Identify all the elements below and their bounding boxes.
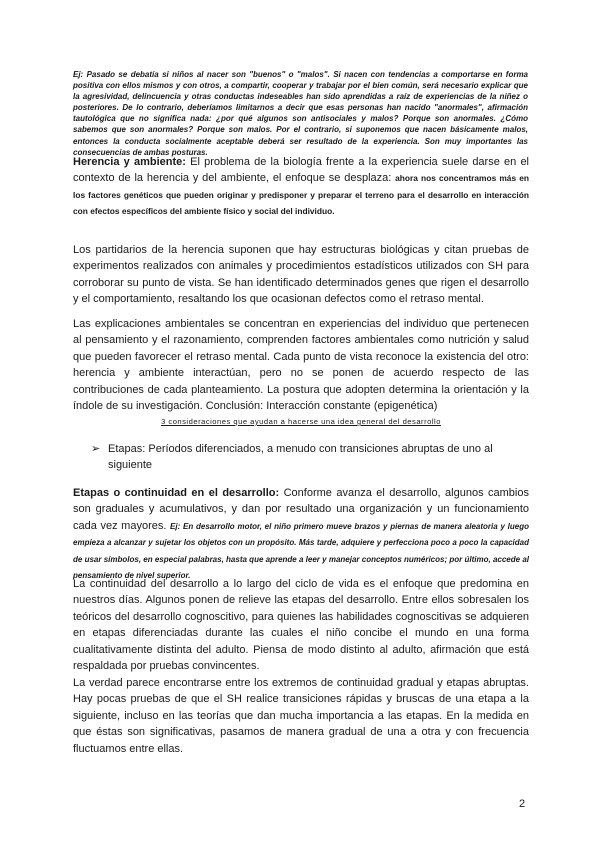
bullet-etapas-text: Etapas: Períodos diferenciados, a menudo con transiciones abruptas de uno al siguiente — [108, 443, 493, 472]
consideraciones-title: 3 consideraciones que ayudan a hacerse una idea general del desarrollo — [161, 417, 441, 426]
herencia-paragraph — [73, 154, 529, 220]
explicaciones-paragraph: Las explicaciones ambientales se concentran en experiencias del individuo que pertenecen al pensamiento y el razonamiento, comprenden factores ambientales como nutrición y salud que pueden favorecer el retraso mental. Cada punto de vista reconoce la existencia del otro: herencia y ambiente interactúan, pero no se ponen de acuerdo respecto de las contribuciones de cada planteamiento. La postura que adopten determina la orientación y la índole de su investigación. Conclusión: Interacción constante (epigenética) — [73, 318, 529, 413]
herencia-heading: Herencia y ambiente: — [73, 156, 186, 168]
page-number: 2 — [519, 798, 526, 810]
etapas-heading: Etapas o continuidad en el desarrollo: — [73, 487, 280, 499]
continuidad-paragraph: La continuidad del desarrollo a lo largo del ciclo de vida es el enfoque que predomina en nuestros días. Algunos ponen de relieve las etapas del desarrollo. Entre ellos sobresalen los teóricos del desarrollo cognoscitivo, para quienes las habilidades cognoscitivas se adquieren en etapas diferenciadas durante las cuales el niño concibe el mundo en una forma cualitativamente distinta del adulto. Piensa de modo distinto al adulto, afirmación que está respaldada por pruebas convincentes. — [73, 578, 529, 673]
etapas-paragraph — [73, 485, 529, 583]
example-paragraph: Ej: Pasado se debatía si niños al nacer son "buenos" o "malos". Si nacen con tendencias a comportarse en forma positiva con ellos mismos y con otros, a compartir, cooperar y trabajar por el bien común, será necesario explicar que la agresividad, delincuencia y otras conductas indeseables han sido aprendidas a raíz de experiencias de la niñez o posteriores. De lo contrario, deberíamos limitarnos a decir que esas personas han nacido "anormales", afirmación tautológica que no significa nada: ¿por qué algunos son antisociales y malos? Porque son anormales. ¿Cómo sabemos que son anormales? Porque son malos. Por el contrario, si suponemos que nacen básicamente malos, entonces la conducta socialmente aceptable deberá ser resultado de la experiencia. Son muy importantes las consecuencias de ambas posturas. — [73, 70, 528, 157]
etapas-text: Conforme avanza el desarrollo, algunos cambios son graduales y acumulativos, y dan por resultado una organización y un funcionamiento cada vez mayores. — [73, 487, 529, 532]
herencia-small-text: ahora nos concentramos más en los factores genéticos que pueden originar y predisponer y preparar el terreno para el desarrollo en interacción con efectos específicos del ambiente físico y social del individuo. — [73, 173, 529, 217]
etapas-example: Ej: En desarrollo motor, el niño primero mueve brazos y piernas de manera aleatoria y luego empieza a alcanzar y sujetar los objetos con un propósito. Más tarde, adquiere y perfecciona poco a poco la capacidad de usar símbolos, en especial palabras, hasta que aprende a leer y manejar conceptos numéricos; por último, accede al pensamiento de nivel superior. — [73, 521, 529, 581]
herencia-text: El problema de la biología frente a la experiencia suele darse en el contexto de la herencia y del ambiente, el enfoque se desplaza: — [73, 156, 530, 185]
partidarios-paragraph: Los partidarios de la herencia suponen que hay estructuras biológicas y citan pruebas de experimentos realizados con animales y procedimientos estadísticos utilizados con SH para corroborar su punto de vista. Se han identificado determinados genes que rigen el desarrollo y el comportamiento, resaltando los que ocasionan defectos como el retraso mental. — [73, 244, 529, 306]
verdad-paragraph: La verdad parece encontrarse entre los extremos de continuidad gradual y etapas abruptas. Hay pocas pruebas de que el SH realice transiciones rápidas y bruscas de una etapa a la siguiente, incluso en las teorías que dan mucha importancia a las etapas. En la medida en que éstas son significativas, pasamos de manera gradual de una a otra y con frecuencia fluctuamos entre ellas. — [73, 677, 529, 755]
arrow-bullet-icon: ➢ — [91, 443, 101, 455]
